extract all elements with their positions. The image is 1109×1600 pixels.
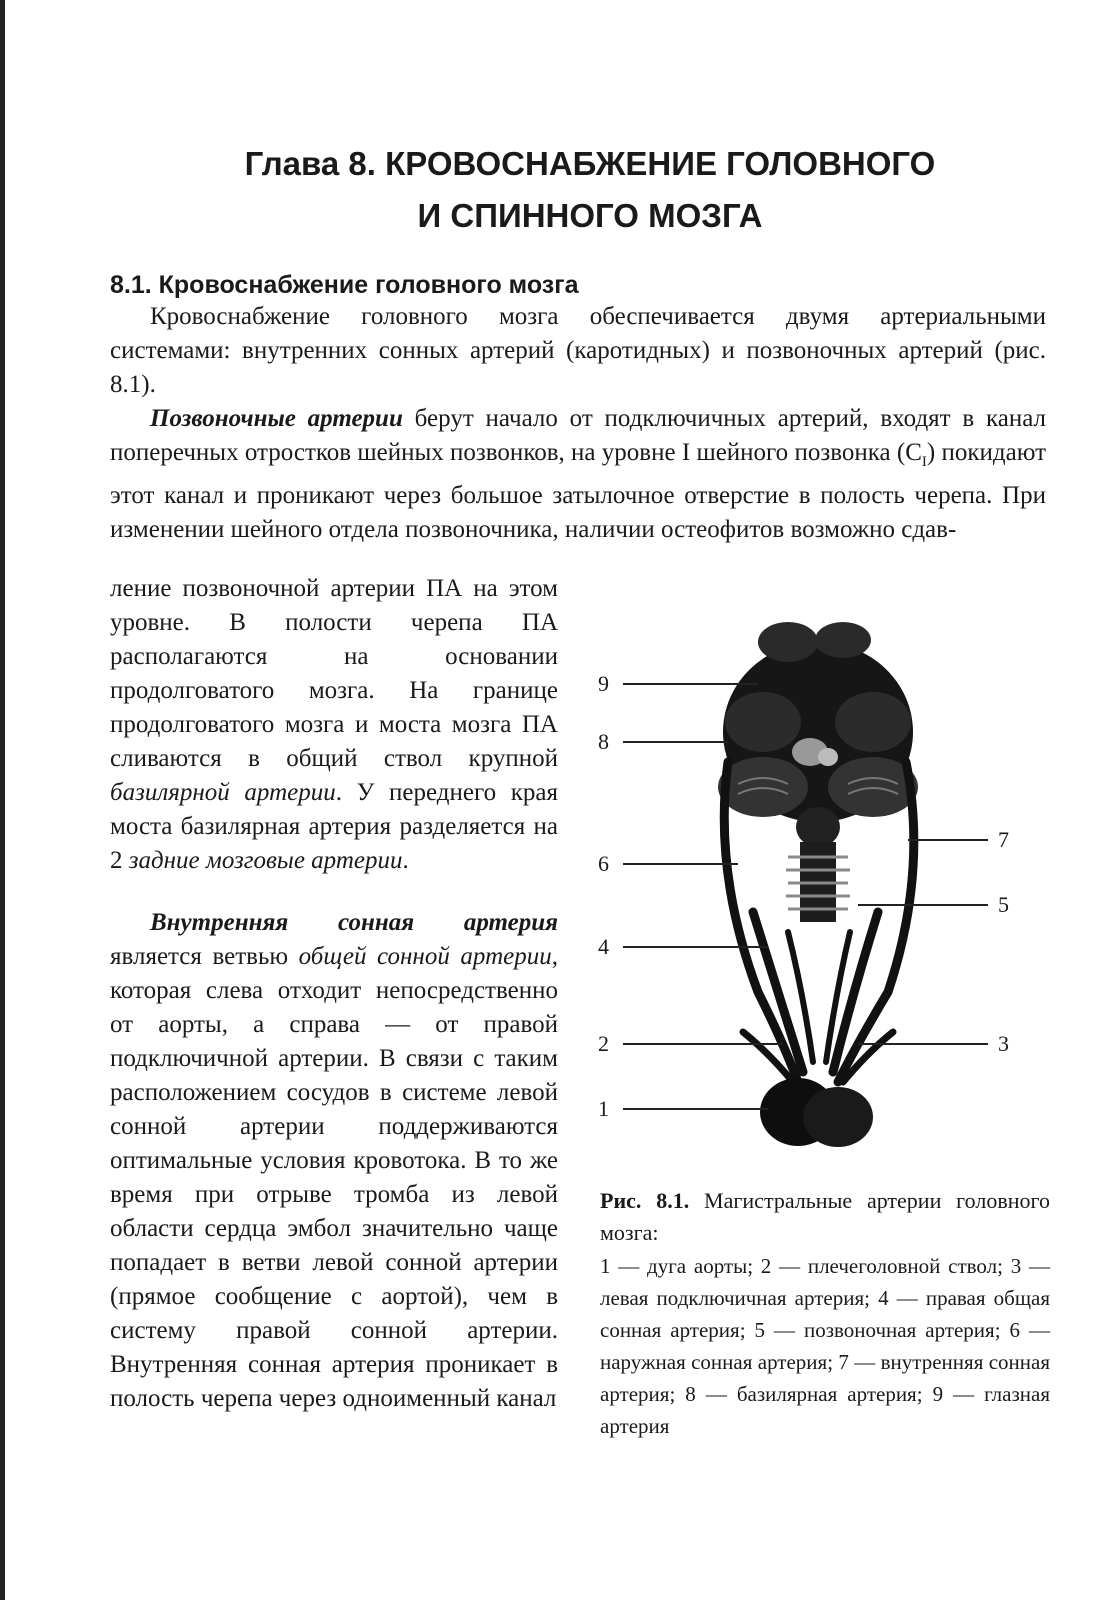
section-title: 8.1. Кровоснабжение головного мозга: [110, 271, 579, 299]
chapter-title-line-2: И СПИННОГО МОЗГА: [417, 197, 763, 234]
label-9: 9: [598, 671, 609, 696]
chapter-title-line-1: Глава 8. КРОВОСНАБЖЕНИЕ ГОЛОВНОГО: [244, 145, 936, 182]
term-posterior-cerebral: задние мозговые артерии: [128, 847, 403, 874]
label-3: 3: [998, 1031, 1009, 1056]
label-8: 8: [598, 729, 609, 754]
paragraph-intro: Кровоснабжение головного мозга обеспечивается двумя артериальными системами: внутренних сонных артерий (каротидных) и позвоночных артерий (рис. 8.1).: [110, 303, 1046, 398]
term-basilar-artery: базилярной артерии: [110, 779, 336, 806]
subscript-c1: I: [921, 454, 927, 470]
term-internal-carotid: Внутренняя сонная артерия: [150, 909, 558, 936]
label-1: 1: [598, 1096, 609, 1121]
label-2: 2: [598, 1031, 609, 1056]
paragraph-vertebral-tail: ) покидают этот канал и проникают через большое затылочное отверстие в полость черепа. При изменении шейного отдела позвоночника, наличии остеофитов возможно сдав-: [110, 439, 1046, 543]
figure-brain-arteries: [588, 612, 1058, 1172]
paragraph-vertebral-text: берут начало от подключичных артерий, входят в канал поперечных отростков шейных позвонков, на уровне I шейного позвонка (C: [110, 405, 1047, 466]
figure-caption: [600, 1185, 1050, 1249]
brain-arteries-illustration: [588, 612, 1058, 1172]
figure-caption-number: Рис. 8.1.: [600, 1188, 690, 1213]
paragraph-basilar-text-b: . У переднего края моста базилярная артерия разделяется на 2: [110, 779, 559, 874]
term-common-carotid: общей сонной артерии: [298, 943, 552, 970]
paragraph-vertebral: [110, 402, 1046, 547]
paragraph-carotid-text-a: является ветвью: [110, 943, 299, 970]
page-edge-mark: [0, 0, 5, 1600]
label-5: 5: [998, 892, 1009, 917]
brain-drawing: [718, 622, 918, 922]
paragraph-basilar-text-a: ление позвоночной артерии ПА на этом уровне. В полости черепа ПА располагаются на основании продолговатого мозга. На границе продолговатого мозга и моста мозга ПА сливаются в общий ствол крупной: [110, 575, 558, 772]
heart-drawing: [760, 1078, 873, 1147]
chapter-title: [110, 138, 1070, 242]
paragraph-basilar: [110, 572, 558, 878]
paragraph-internal-carotid: [110, 906, 558, 1416]
label-6: 6: [598, 851, 609, 876]
paragraph-carotid-text-b: , которая слева отходит непосредственно от аорты, а справа — от правой подключичной артерии. В связи с таким расположением сосудов в системе левой сонной артерии поддерживаются оптимальные условия кровотока. В то же время при отрыве тромба из левой области сердца эмбол значительно чаще попадает в ветви левой сонной артерии (прямое сообщение с аортой), чем в систему правой сонной артерии. Внутренняя сонная артерия проникает в полость черепа через одноименный канал: [110, 943, 558, 1412]
figure-legend: 1 — дуга аорты; 2 — плечеголовной ствол; 3 — левая подключичная артерия; 4 — правая общая сонная артерия; 5 — позвоночная артерия; 6 — наружная сонная артерия; 7 — внутренняя сонная артерия; 8 — базилярная артерия; 9 — глазная артерия: [600, 1254, 1050, 1438]
paragraph-basilar-text-c: .: [402, 847, 409, 874]
figure-caption-text: Магистральные артерии головного мозга:: [600, 1188, 1050, 1245]
label-4: 4: [598, 934, 609, 959]
term-vertebral-arteries: Позвоночные артерии: [150, 405, 403, 432]
label-7: 7: [998, 827, 1009, 852]
